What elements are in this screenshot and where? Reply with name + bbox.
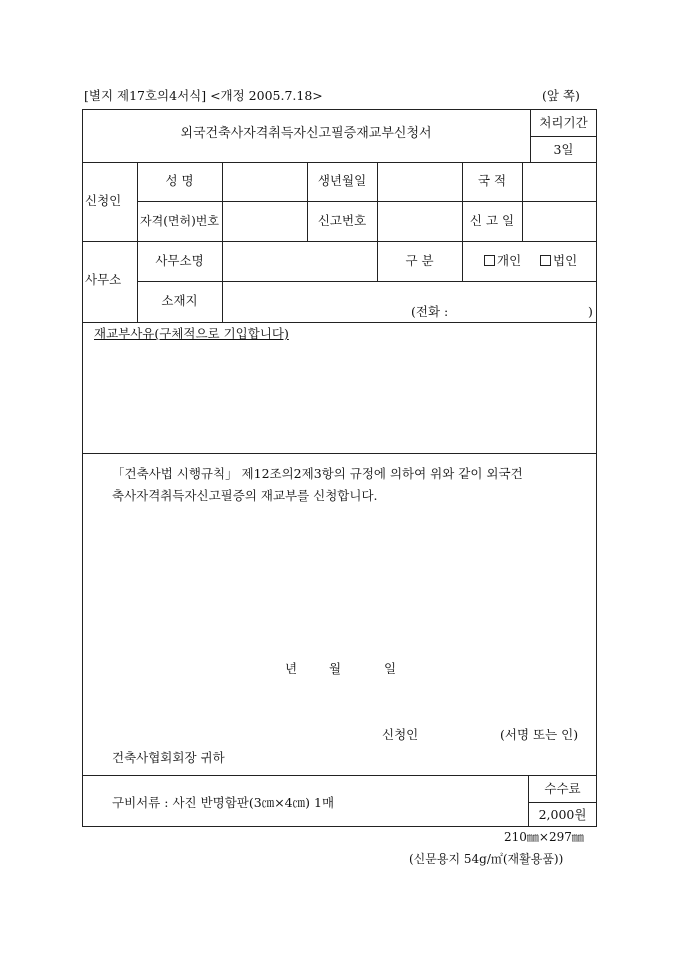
name-field[interactable] — [223, 163, 306, 200]
office-section-label: 사무소 — [85, 272, 122, 287]
fee-label: 수수료 — [544, 781, 581, 796]
recipient: 건축사협회회장 귀하 — [112, 750, 225, 765]
paper-spec: (신문용지 54g/㎡(재활용품)) — [409, 852, 564, 866]
report-number-label: 신고번호 — [317, 213, 367, 228]
date-day: 일 — [384, 661, 397, 676]
page-side-label: (앞 쪽) — [542, 88, 580, 103]
nationality-field[interactable] — [523, 163, 596, 200]
address-label: 소재지 — [161, 293, 198, 308]
phone-label: (전화 : — [411, 304, 449, 319]
checkbox-icon — [540, 255, 551, 266]
report-date-label: 신 고 일 — [469, 213, 515, 228]
signature-applicant-label: 신청인 — [382, 727, 419, 742]
corporation-checkbox[interactable]: 법인 — [540, 253, 577, 269]
office-name-label: 사무소명 — [155, 253, 204, 268]
office-type-label: 구 분 — [405, 253, 434, 268]
form-number: [별지 제17호의4서식] <개정 2005.7.18> — [84, 88, 323, 103]
individual-checkbox[interactable]: 개인 — [484, 253, 521, 269]
fee-value: 2,000원 — [538, 807, 587, 822]
office-name-field[interactable] — [223, 242, 376, 280]
address-field[interactable] — [223, 282, 596, 321]
processing-period-value: 3일 — [553, 142, 574, 157]
birthdate-label: 생년월일 — [317, 173, 367, 188]
paper-size: 210㎜×297㎜ — [504, 830, 584, 844]
signature-seal-label: (서명 또는 인) — [500, 727, 579, 742]
checkbox-icon — [484, 255, 495, 266]
phone-close: ) — [588, 304, 593, 319]
license-number-label: 자격(면허)번호 — [140, 214, 219, 228]
license-number-field[interactable] — [223, 202, 306, 240]
date-year: 년 — [285, 661, 298, 676]
date-month: 월 — [329, 661, 342, 676]
report-number-field[interactable] — [378, 202, 461, 240]
statement-line-2: 축사자격취득자신고필증의 재교부를 신청합니다. — [112, 488, 378, 503]
applicant-section-label: 신청인 — [85, 193, 122, 208]
required-documents: 구비서류 : 사진 반명함판(3㎝×4㎝) 1매 — [112, 795, 335, 810]
reissue-reason-field[interactable] — [84, 344, 595, 452]
form-title: 외국건축사자격취득자신고필증재교부신청서 — [180, 126, 432, 141]
name-label: 성 명 — [165, 173, 194, 188]
report-date-field[interactable] — [523, 202, 596, 240]
processing-period-label: 처리기간 — [539, 115, 588, 130]
birthdate-field[interactable] — [378, 163, 461, 200]
statement-line-1: 「건축사법 시행규칙」 제12조의2제3항의 규정에 의하여 위와 같이 외국건 — [112, 466, 523, 481]
nationality-label: 국 적 — [477, 173, 507, 188]
reissue-reason-label: 재교부사유(구체적으로 기입합니다) — [94, 326, 289, 341]
